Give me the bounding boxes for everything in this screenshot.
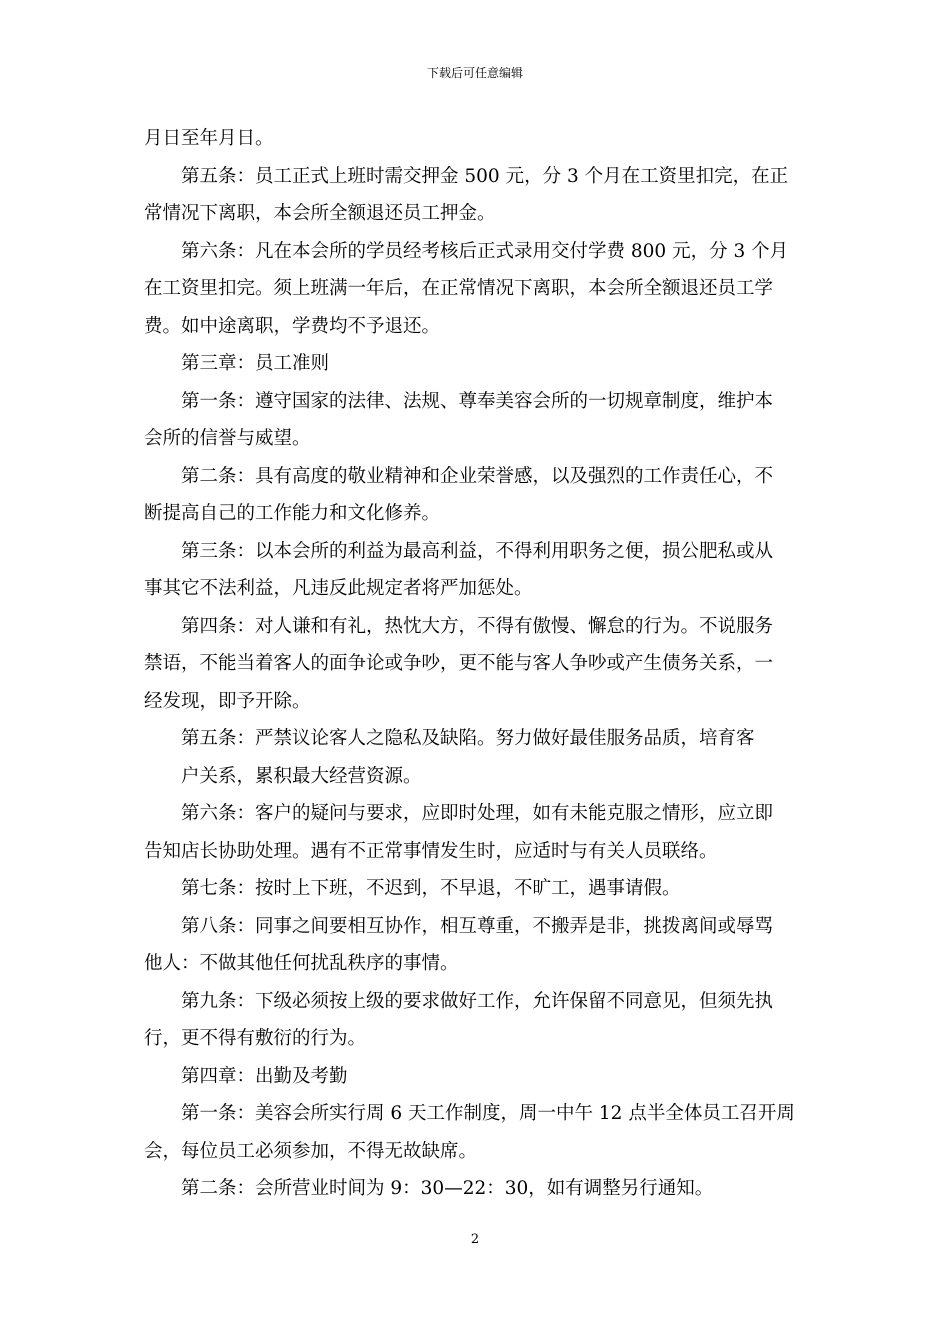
text-line: 禁语，不能当着客人的面争论或争吵，更不能与客人争吵或产生债务关系，一 [144,653,774,674]
text-line: 常情况下离职，本会所全额退还员工押金。 [144,203,496,224]
text-line: 经发现，即予开除。 [144,690,311,712]
text-line: 第二条：会所营业时间为 9：30—22：30，如有调整另行通知。 [181,1178,714,1199]
text-line: 月日至年月日。 [144,128,274,149]
text-line: 告知店长协助处理。遇有不正常事情发生时，应适时与有关人员联络。 [144,840,718,862]
text-line: 户关系，累积最大经营资源。 [181,765,422,787]
text-line: 第五条：严禁议论客人之隐私及缺陷。努力做好最佳服务品质，培育客 [181,728,755,749]
chapter-heading: 第四章：出勤及考勤 [181,1065,348,1087]
text-line: 断提高自己的工作能力和文化修养。 [144,503,441,524]
text-line: 第八条：同事之间要相互协作，相互尊重，不搬弄是非，挑拨离间或辱骂 [181,915,774,937]
text-line: 第七条：按时上下班，不迟到，不早退，不旷工，遇事请假。 [181,878,681,899]
text-line: 第九条：下级必须按上级的要求做好工作，允许保留不同意见，但须先执 [181,990,774,1012]
chapter-heading: 第三章：员工准则 [181,353,330,374]
text-line: 事其它不法利益，凡违反此规定者将严加惩处。 [144,578,533,599]
text-line: 行，更不得有敷衍的行为。 [144,1028,367,1049]
page-header: 下载后可任意编辑 [426,66,523,80]
text-line: 第二条：具有高度的敬业精神和企业荣誉感，以及强烈的工作责任心，不 [181,465,774,487]
text-line: 第六条：凡在本会所的学员经考核后正式录用交付学费 800 元，分 3 个月 [181,240,789,262]
text-line: 第六条：客户的疑问与要求，应即时处理，如有未能克服之情形，应立即 [181,803,774,824]
text-line: 第四条：对人谦和有礼，热忱大方，不得有傲慢、懈怠的行为。不说服务 [181,615,774,637]
text-line: 第一条：美容会所实行周 6 天工作制度，周一中午 12 点半全体员工召开周 [181,1103,795,1124]
text-line: 他人：不做其他任何扰乱秩序的事情。 [144,953,459,974]
document-body [144,120,808,1208]
text-line: 在工资里扣完。须上班满一年后，在正常情况下离职，本会所全额退还员工学 [144,278,774,299]
text-line: 第三条：以本会所的利益为最高利益，不得利用职务之便，损公肥私或从 [181,540,774,562]
text-line: 会，每位员工必须参加，不得无故缺席。 [144,1140,478,1162]
text-line: 会所的信誉与威望。 [144,428,311,449]
page-number: 2 [470,1232,480,1247]
text-line: 第一条：遵守国家的法律、法规、尊奉美容会所的一切规章制度，维护本 [181,390,774,412]
text-line: 费。如中途离职，学费均不予退还。 [144,315,441,337]
text-line: 第五条：员工正式上班时需交押金 500 元，分 3 个月在工资里扣完，在正 [181,165,789,187]
